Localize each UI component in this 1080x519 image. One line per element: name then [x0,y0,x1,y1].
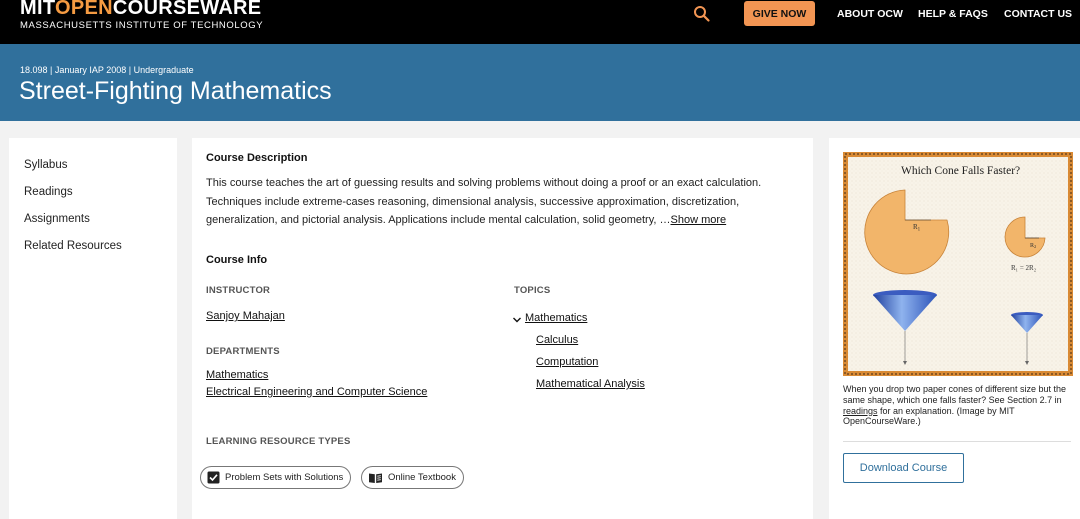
course-description-text: This course teaches the art of guessing results and solving problems without doing a proof or an exact calculation. Techniques include extreme-cases reasoning, dimensional analysis, successive approximation, discretization, generalization, and pictorial analysis. Applications include mental calculation, solid geometry, … [206,177,762,226]
logo-wordmark: MITOPENCOURSEWARE [20,0,262,19]
department-link-mathematics[interactable]: Mathematics [206,369,269,381]
figure-title: Which Cone Falls Faster? [901,165,1021,177]
course-info-heading: Course Info [206,254,268,266]
sidebar-item-assignments[interactable]: Assignments [24,213,90,225]
topic-link-calculus[interactable]: Calculus [536,334,579,346]
course-description-heading: Course Description [206,152,308,164]
figure-equation: R₁ = 2R₂ [1011,264,1037,272]
course-sidebar [9,138,177,519]
show-more-link[interactable]: Show more [670,214,727,226]
ocw-logo[interactable] [20,0,263,31]
search-icon[interactable] [693,5,711,23]
topic-link-computation[interactable]: Computation [536,356,599,368]
resource-type-label: Problem Sets with Solutions [225,472,344,483]
departments-label: DEPARTMENTS [206,346,280,357]
download-course-button[interactable]: Download Course [843,453,964,483]
top-navbar [0,0,1080,44]
book-icon [368,472,383,484]
give-now-button[interactable]: GIVE NOW [744,1,815,26]
course-description [206,174,786,230]
topic-link-mathematics[interactable]: Mathematics [525,312,588,324]
instructor-link[interactable]: Sanjoy Mahajan [206,310,285,322]
topic-link-mathematical-analysis[interactable]: Mathematical Analysis [536,378,645,390]
nav-contact-us[interactable]: CONTACT US [1004,8,1073,20]
course-image [843,152,1073,376]
course-main [192,138,813,519]
chevron-down-icon[interactable] [512,312,522,322]
course-meta: 18.098 | January IAP 2008 | Undergraduate [20,65,194,75]
nav-about-ocw[interactable]: ABOUT OCW [837,8,903,20]
resource-type-label: Online Textbook [388,472,456,483]
resource-type-problem-sets[interactable] [200,466,351,489]
learning-resource-types-label: LEARNING RESOURCE TYPES [206,436,351,447]
sidebar-item-related-resources[interactable]: Related Resources [24,240,122,252]
divider [843,441,1071,442]
resource-type-online-textbook[interactable] [361,466,464,489]
sidebar-item-readings[interactable]: Readings [24,186,73,198]
checkbox-checked-icon [207,471,220,484]
figure-label-r1: $R_1$ [913,223,921,233]
nav-help-faqs[interactable]: HELP & FAQS [918,8,988,20]
sidebar-item-syllabus[interactable]: Syllabus [24,159,68,171]
figure-label-r2: R2 [1030,243,1037,250]
instructor-label: INSTRUCTOR [206,285,271,296]
course-image-card [829,138,1080,519]
page-title: Street-Fighting Mathematics [19,77,332,105]
department-link-eecs[interactable]: Electrical Engineering and Computer Science [206,386,428,398]
logo-subtitle: MASSACHUSETTS INSTITUTE OF TECHNOLOGY [20,20,264,31]
readings-link[interactable]: readings [843,405,878,416]
course-banner [0,44,1080,121]
topics-label: TOPICS [514,285,551,296]
image-caption: When you drop two paper cones of different size but the same shape, which one falls faster? See Section 2.7 in readings for an explanation. (Image by MIT OpenCourseWare.) [843,384,1066,427]
